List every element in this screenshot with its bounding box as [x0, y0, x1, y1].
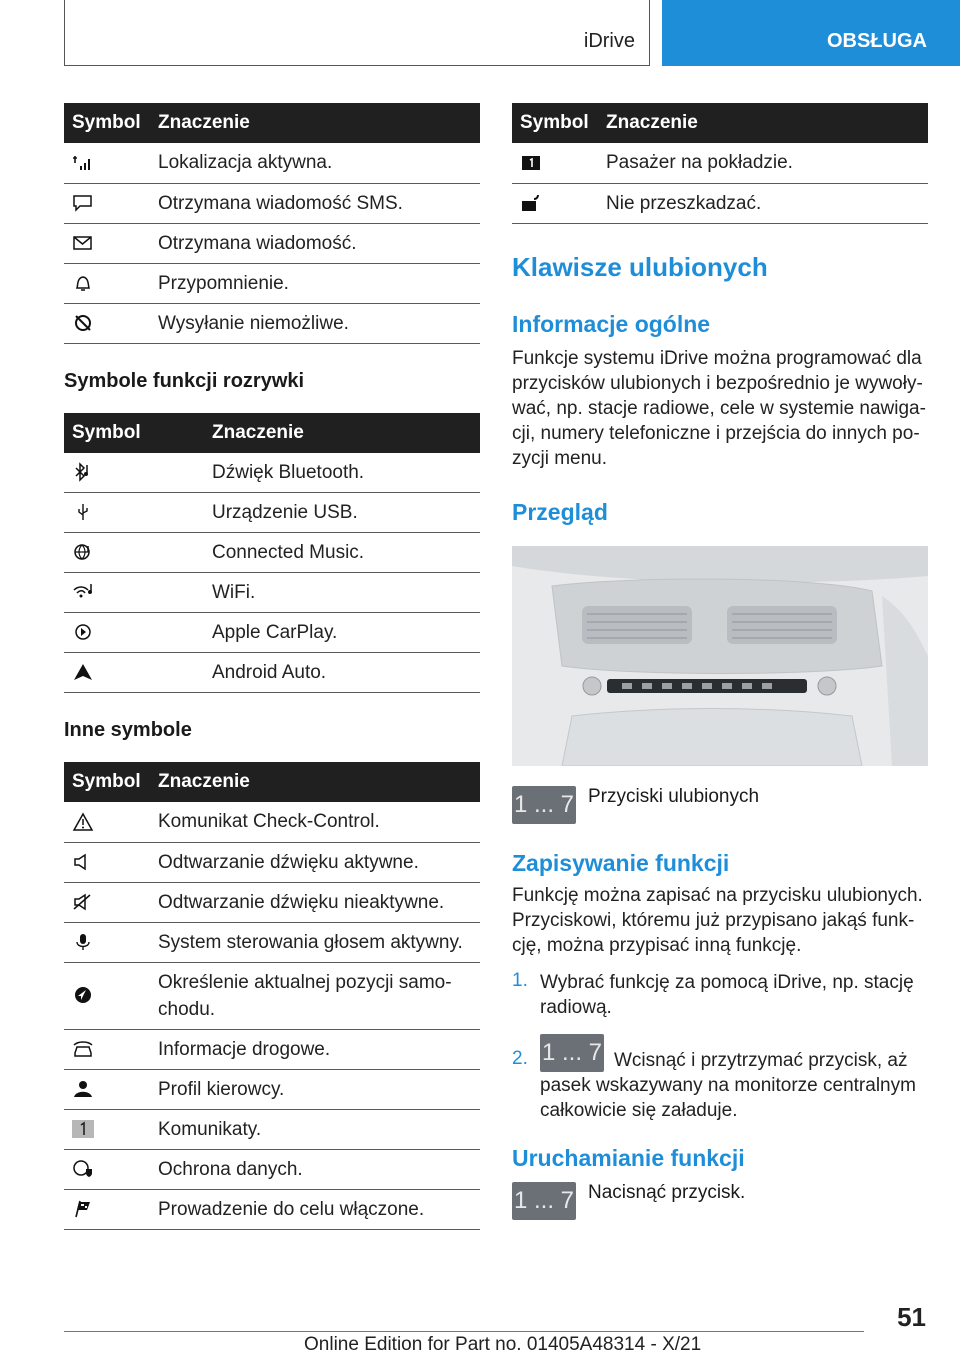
table-cell-meaning: Pasażer na pokładzie. [598, 143, 928, 183]
table-header-row [64, 413, 480, 453]
table-cell-meaning: Apple CarPlay. [204, 613, 480, 653]
page-number: 51 [897, 1302, 926, 1332]
do-not-disturb-icon [520, 193, 542, 213]
table-cell-meaning: Urządzenie USB. [204, 493, 480, 533]
location-signal-icon [72, 153, 94, 173]
table-cell-meaning: Komunikaty. [150, 1109, 480, 1149]
overview-caption: Przyciski ulubionych [588, 785, 760, 807]
microphone-icon [72, 932, 94, 952]
table-cell-meaning: Dźwięk Bluetooth. [204, 453, 480, 493]
overview-caption-row [512, 786, 928, 824]
table-row [64, 962, 480, 1029]
table-cell-meaning: Informacje drogowe. [150, 1029, 480, 1069]
privacy-shield-icon [72, 1159, 94, 1179]
column-header-meaning: Znaczenie [598, 103, 928, 143]
table-cell-meaning: Profil kierowcy. [150, 1069, 480, 1109]
table-row [64, 263, 480, 303]
table-row [64, 1149, 480, 1189]
envelope-icon [72, 233, 94, 253]
column-header-meaning: Znaczenie [204, 413, 480, 453]
table-row [512, 183, 928, 223]
header-section-label: iDrive [583, 30, 635, 52]
table-row [64, 653, 480, 693]
warning-triangle-icon [72, 812, 94, 832]
table-cell-meaning: Przypomnienie. [150, 263, 480, 303]
table-row [64, 1109, 480, 1149]
run-function-row [512, 1182, 928, 1220]
table-row [64, 303, 480, 343]
table-cell-meaning: WiFi. [204, 573, 480, 613]
connected-music-icon [72, 542, 94, 562]
table-row [64, 183, 480, 223]
table-row [64, 842, 480, 882]
android-auto-icon [72, 662, 94, 682]
step-text: Wybrać funkcję za pomocą iDrive, np. stację radiową. [540, 971, 914, 1018]
table-header-row [512, 103, 928, 143]
general-info-heading: Informacje ogólne [512, 310, 711, 337]
table-cell-meaning: Otrzymana wiadomość SMS. [150, 183, 480, 223]
header-chapter-label: OBSŁUGA [827, 30, 927, 52]
step-number: 1. [512, 969, 528, 991]
table-row [64, 922, 480, 962]
section-heading-entertainment: Symbole funkcji rozrywki [64, 369, 305, 392]
left-column [64, 103, 480, 1230]
table-header-row [64, 103, 480, 143]
table-cell-meaning: Ochrona danych. [150, 1149, 480, 1189]
dashboard-illustration [512, 546, 928, 766]
table-row [64, 143, 480, 183]
wifi-music-icon [72, 582, 94, 602]
table-cell-meaning: Android Auto. [204, 653, 480, 693]
column-header-symbol: Symbol [64, 413, 204, 453]
step-number: 2. [512, 1047, 528, 1069]
bluetooth-audio-icon [72, 462, 94, 482]
overview-heading: Przegląd [512, 498, 608, 525]
table-row [64, 223, 480, 263]
step-text: Wcisnąć i przytrzymać przycisk, aż pasek wskazywany na monitorze centralnym całkowicie się załaduje. [540, 1049, 916, 1121]
header-section-box [64, 0, 650, 66]
table-cell-meaning: Komunikat Check-Control. [150, 802, 480, 842]
table-row [64, 573, 480, 613]
column-header-meaning: Znaczenie [150, 103, 480, 143]
table-cell-meaning: Odtwarzanie dźwięku nieaktywne. [150, 882, 480, 922]
favorite-button-graphic: 1 ... 7 [512, 786, 576, 824]
table-cell-meaning: Określenie aktualnej pozycji samochodu. [150, 962, 480, 1029]
message-count-icon [72, 1119, 94, 1139]
favorites-title: Klawisze ulubionych [512, 251, 768, 282]
table-row [64, 613, 480, 653]
table-row [64, 493, 480, 533]
general-info-text: Funkcje systemu iDrive można programować dla przycisków ulubionych i bezpośrednio je wywoływać, np. stacje radiowe, cele w systemie nawigacji, numery telefoniczne i przejścia do innych pozycji menu. [512, 347, 926, 469]
step-2 [512, 1034, 928, 1123]
table-cell-meaning: Lokalizacja aktywna. [150, 143, 480, 183]
footer-edition: Online Edition for Part no. 01405A48314 - X/21 [304, 1334, 702, 1355]
table-row [64, 882, 480, 922]
usb-icon [72, 502, 94, 522]
table-row [64, 1029, 480, 1069]
speaker-icon [72, 852, 94, 872]
table-row [64, 533, 480, 573]
table-cell-meaning: Otrzymana wiadomość. [150, 223, 480, 263]
right-column [512, 103, 928, 1220]
favorite-button-graphic: 1 ... 7 [540, 1034, 604, 1072]
column-header-meaning: Znaczenie [150, 762, 480, 802]
save-function-text: Funkcję można zapisać na przycisku ulubionych. Przyciskowi, któremu już przypisano jakąś funkcję, można przypisać inną funkcję. [512, 884, 923, 956]
step-1 [512, 970, 928, 1020]
table-header-row [64, 762, 480, 802]
run-function-text: Nacisnąć przycisk. [588, 1181, 746, 1203]
navigation-arrow-icon [72, 985, 94, 1005]
sms-bubble-icon [72, 193, 94, 213]
favorite-button-graphic: 1 ... 7 [512, 1182, 576, 1220]
table-cell-meaning: Odtwarzanie dźwięku aktywne. [150, 842, 480, 882]
passenger-icon [520, 153, 542, 173]
send-disabled-icon [72, 313, 94, 333]
driver-profile-icon [72, 1079, 94, 1099]
table-cell-meaning: Wysyłanie niemożliwe. [150, 303, 480, 343]
entertainment-symbols-table [64, 413, 480, 694]
column-header-symbol: Symbol [512, 103, 598, 143]
column-header-symbol: Symbol [64, 762, 150, 802]
table-cell-meaning: Nie przeszkadzać. [598, 183, 928, 223]
table-cell-meaning: System sterowania głosem aktywny. [150, 922, 480, 962]
checkered-flag-icon [72, 1199, 94, 1219]
column-header-symbol: Symbol [64, 103, 150, 143]
other-symbols-table [64, 762, 480, 1230]
table-row [64, 802, 480, 842]
table-row [64, 453, 480, 493]
table-row [512, 143, 928, 183]
speaker-muted-icon [72, 892, 94, 912]
status-symbols-table [64, 103, 480, 344]
carplay-icon [72, 622, 94, 642]
passenger-symbols-table [512, 103, 928, 224]
section-heading-other: Inne symbole [64, 719, 192, 741]
bell-icon [72, 273, 94, 293]
table-row [64, 1069, 480, 1109]
table-cell-meaning: Connected Music. [204, 533, 480, 573]
traffic-car-icon [72, 1039, 94, 1059]
save-function-heading: Zapisywanie funkcji [512, 849, 730, 876]
run-function-heading: Uruchamianie funkcji [512, 1144, 745, 1171]
table-cell-meaning: Prowadzenie do celu włączone. [150, 1189, 480, 1229]
table-row [64, 1189, 480, 1229]
footer-divider [64, 1331, 864, 1332]
header-chapter-tab [662, 0, 960, 66]
